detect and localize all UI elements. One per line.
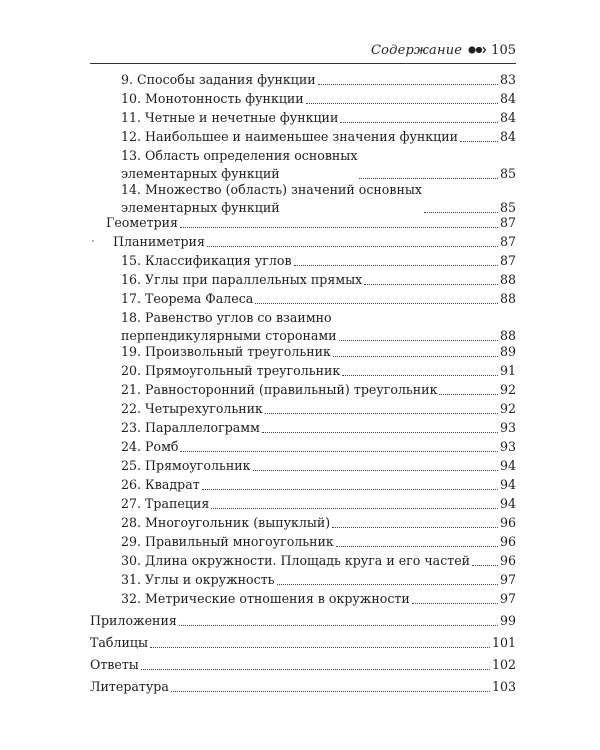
toc-entry-page: 96 [499,553,516,568]
toc-entry[interactable] [121,309,516,345]
toc-entry-page: 83 [499,72,516,87]
toc-entry-page: 103 [491,679,516,694]
dot-leader [180,450,498,452]
toc-entry-title: 31. Углы и окружность [121,572,275,587]
toc-entry-title: 21. Равносторонний (правильный) треугольник [121,382,438,397]
toc-entry-title: 11. Четные и нечетные функции [121,110,339,125]
toc-entry[interactable] [121,476,516,494]
dot-leader [265,412,498,414]
toc-entry-title: 25. Прямоугольник [121,458,251,473]
toc-entry-page: 93 [499,439,516,454]
toc-entry-page: 88 [499,291,516,306]
toc-entry-title-line2: элементарных функций [121,166,280,181]
toc-entry[interactable] [90,656,516,674]
toc-entry[interactable] [121,90,516,108]
toc-entry-title: 15. Классификация углов [121,253,292,268]
toc-entry-title: 27. Трапеция [121,496,210,511]
toc-entry-page: 94 [499,477,516,492]
toc-entry-title: 29. Правильный многоугольник [121,534,334,549]
dot-leader [412,602,498,604]
toc-entry-page: 92 [499,382,516,397]
toc-entry-page: 91 [499,363,516,378]
toc-entry-title: 26. Квадрат [121,477,200,492]
toc-entry-page: 88 [499,272,516,287]
toc-entry-title: Приложения [90,613,177,628]
toc-entry[interactable] [121,552,516,570]
toc-entry-page: 101 [491,635,516,650]
dot-leader [340,121,498,123]
toc-entry[interactable] [121,400,516,418]
toc-entry-page: 99 [499,613,516,628]
dot-leader [332,526,498,528]
toc-entry-title: 10. Монотонность функции [121,91,304,106]
toc-entry[interactable] [121,381,516,399]
toc-entry-title: Ответы [90,657,139,672]
toc-entry[interactable] [121,457,516,475]
dot-leader [336,545,498,547]
toc-entry-page: 87 [499,253,516,268]
dot-leader [277,583,498,585]
toc-entry-title: 30. Длина окружности. Площадь круга и его частей [121,553,471,568]
toc-entry-page: 85 [499,166,516,181]
toc-entry[interactable] [121,147,516,183]
running-header [90,40,516,60]
toc-entry[interactable] [121,271,516,289]
toc-entry-page: 93 [499,420,516,435]
toc-entry[interactable] [121,128,516,146]
toc-entry[interactable] [121,514,516,532]
toc-entry[interactable] [113,233,516,251]
toc-entry[interactable] [106,214,516,232]
dot-leader [339,339,498,341]
double-dot-icon [468,45,486,55]
toc-entry-title: Таблицы [90,635,149,650]
toc-entry-page: 88 [499,328,516,343]
toc-entry[interactable] [90,678,516,696]
dot-leader [211,507,498,509]
dot-leader [342,374,498,376]
toc-entry-title: 9. Способы задания функции [121,72,316,87]
toc-entry-page: 87 [499,234,516,249]
toc-entry-title: 24. Ромб [121,439,179,454]
scan-speck [92,240,94,242]
toc-entry-title: 17. Теорема Фалеса [121,291,254,306]
dot-leader [364,283,498,285]
toc-entry-page: 92 [499,401,516,416]
toc-entry-page: 84 [499,91,516,106]
toc-entry[interactable] [121,290,516,308]
toc-entry[interactable] [121,438,516,456]
toc-entry-title: Планиметрия [113,234,205,249]
toc-entry-title-line1: 14. Множество (область) значений основных [121,182,422,197]
dot-leader [472,564,498,566]
toc-entry[interactable] [121,252,516,270]
dot-leader [150,646,490,648]
toc-entry[interactable] [121,343,516,361]
toc-entry-page: 102 [491,657,516,672]
header-rule [90,63,516,64]
toc-entry-title: 23. Параллелограмм [121,420,260,435]
toc-entry-title: 28. Многоугольник (выпуклый) [121,515,331,530]
dot-leader [255,302,498,304]
toc-entry-title [121,309,337,345]
toc-entry-page: 96 [499,534,516,549]
dot-leader [460,140,498,142]
toc-entry[interactable] [121,533,516,551]
toc-entry-page: 84 [499,129,516,144]
dot-leader [180,226,498,228]
toc-entry[interactable] [121,362,516,380]
toc-entry-page: 94 [499,496,516,511]
toc-entry-title-line1: 18. Равенство углов со взаимно [121,310,332,325]
dot-leader [318,83,498,85]
dot-leader [306,102,498,104]
dot-leader [359,177,498,179]
toc-entry-title: 22. Четырехугольник [121,401,263,416]
toc-entry[interactable] [121,109,516,127]
toc-entry[interactable] [121,181,516,217]
toc-entry-page: 84 [499,110,516,125]
dot-leader [171,690,490,692]
dot-leader [179,624,498,626]
dot-leader [141,668,490,670]
toc-entry[interactable] [121,495,516,513]
toc-entry-title [121,147,357,183]
toc-entry[interactable] [121,571,516,589]
toc-entry-title: 16. Углы при параллельных прямых [121,272,363,287]
dot-leader [202,488,498,490]
toc-entry-page: 87 [499,215,516,230]
dot-leader [439,393,498,395]
toc-entry-title: 20. Прямоугольный треугольник [121,363,341,378]
toc-entry-page: 96 [499,515,516,530]
toc-entry[interactable] [121,71,516,89]
toc-entry[interactable] [90,612,516,630]
dot-leader [424,211,498,213]
toc-entry-title: Геометрия [106,215,178,230]
toc-entry[interactable] [121,590,516,608]
toc-entry-page: 89 [499,344,516,359]
toc-entry-page: 94 [499,458,516,473]
dot-leader [262,431,498,433]
toc-entry-title: 32. Метрические отношения в окружности [121,591,410,606]
toc-entry-title-line2: элементарных функций [121,200,280,215]
toc-entry[interactable] [121,419,516,437]
toc-entry-page: 85 [499,200,516,215]
toc-entry[interactable] [90,634,516,652]
toc-entry-title: 12. Наибольшее и наименьшее значения функции [121,129,459,144]
toc-entry-title [121,181,422,217]
dot-leader [294,264,498,266]
dot-leader [253,469,498,471]
header-title: Содержание [370,42,463,58]
toc-entry-title: Литература [90,679,169,694]
header-page-number: 105 [491,42,516,58]
toc-entry-title-line1: 13. Область определения основных [121,148,358,163]
toc-entry-page: 97 [499,591,516,606]
toc-entry-title-line2: перпендикулярными сторонами [121,328,337,343]
toc-entry-title: 19. Произвольный треугольник [121,344,331,359]
dot-leader [333,355,498,357]
toc-entry-page: 97 [499,572,516,587]
dot-leader [207,245,498,247]
